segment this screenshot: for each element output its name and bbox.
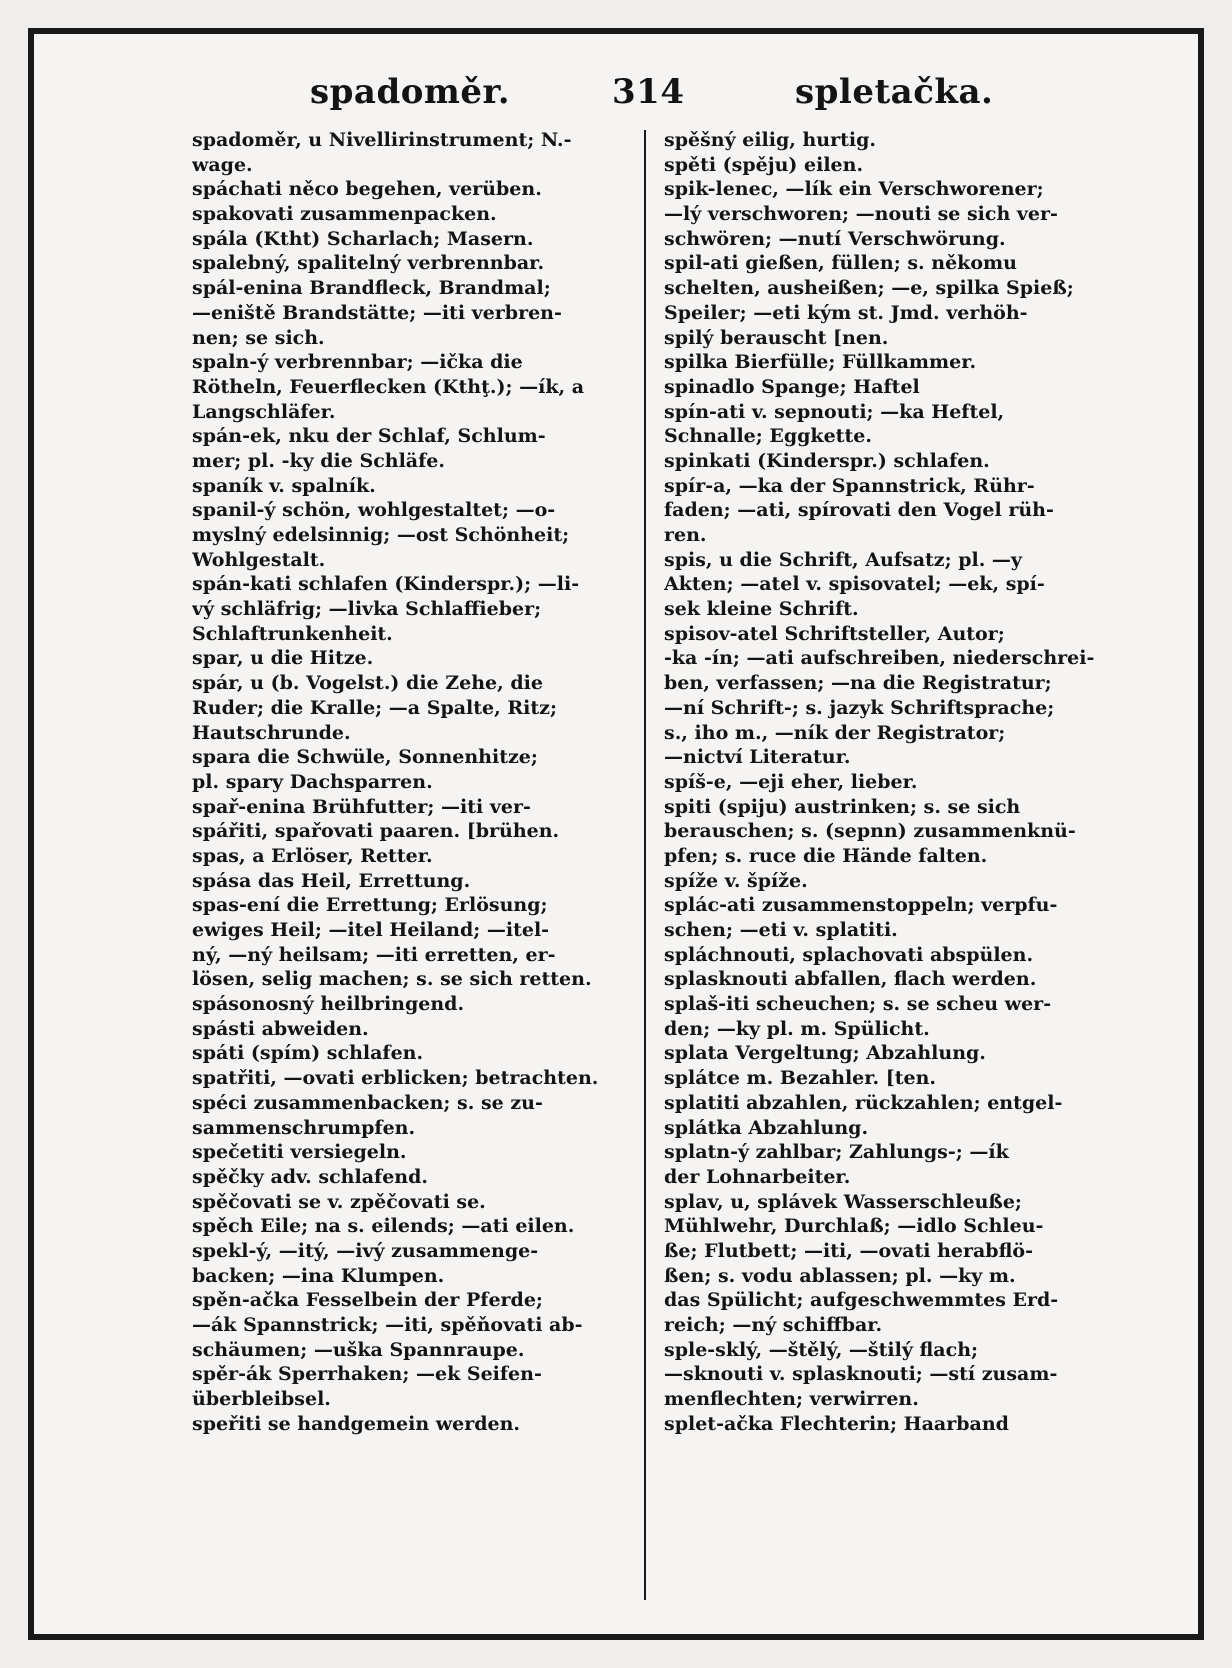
dictionary-line: spinadlo Spange; Haftel xyxy=(664,375,920,398)
dictionary-line: sple-sklý, —štělý, —štilý flach; xyxy=(664,1338,979,1361)
dictionary-line: Rötheln, Feuerflecken (Kthţ.); —ík, a xyxy=(192,375,585,398)
dictionary-line: spán-ek, nku der Schlaf, Schlum- xyxy=(192,425,546,448)
dictionary-line: spár, u (b. Vogelst.) die Zehe, die xyxy=(192,672,543,695)
dictionary-line: spása das Heil, Errettung. xyxy=(192,869,471,892)
dictionary-line: —nictví Literatur. xyxy=(664,746,851,769)
dictionary-line: spara die Schwüle, Sonnenhitze; xyxy=(192,746,538,769)
dictionary-line: schelten, ausheißen; —e, spilka Spieß; xyxy=(664,277,1074,300)
dictionary-line: spas, a Erlöser, Retter. xyxy=(192,844,433,867)
dictionary-line: splet-ačka Flechterin; Haarband xyxy=(664,1412,1009,1435)
dictionary-line: Ruder; die Kralle; —a Spalte, Ritz; xyxy=(192,696,557,719)
dictionary-line: spěn-ačka Fesselbein der Pferde; xyxy=(192,1289,543,1312)
dictionary-line: spír-a, —ka der Spannstrick, Rühr- xyxy=(664,474,1035,497)
dictionary-line: splatn-ý zahlbar; Zahlungs-; —ík xyxy=(664,1141,1009,1164)
dictionary-line: der Lohnarbeiter. xyxy=(664,1165,851,1188)
dictionary-line: spáchati něco begehen, verüben. xyxy=(192,178,542,201)
dictionary-line: Schnalle; Eggkette. xyxy=(664,425,872,448)
dictionary-line: splasknouti abfallen, flach werden. xyxy=(664,968,1037,991)
dictionary-line: spářiti, spařovati paaren. [brühen. xyxy=(192,820,560,843)
left-column xyxy=(192,128,640,1436)
dictionary-line: ße; Flutbett; —iti, —ovati herabflö- xyxy=(664,1239,1033,1262)
dictionary-line: splátce m. Bezahler. [ten. xyxy=(664,1067,937,1090)
dictionary-line: splác-ati zusammenstoppeln; verpfu- xyxy=(664,894,1058,917)
dictionary-line: spěch Eile; na s. eilends; —ati eilen. xyxy=(192,1215,575,1238)
dictionary-line: spilka Bierfülle; Füllkammer. xyxy=(664,351,977,374)
dictionary-line: spěšný eilig, hurtig. xyxy=(664,129,877,151)
dictionary-line: spadoměr, u Nivellirinstrument; N.- xyxy=(192,129,572,151)
dictionary-line: backen; —ina Klumpen. xyxy=(192,1264,445,1287)
dictionary-line: pl. spary Dachsparren. xyxy=(192,770,433,793)
dictionary-line: Schlaftrunkenheit. xyxy=(192,622,393,645)
dictionary-line: pfen; s. ruce die Hände falten. xyxy=(664,844,988,867)
dictionary-line: spěčky adv. schlafend. xyxy=(192,1165,428,1188)
dictionary-line: splatiti abzahlen, rückzahlen; entgel- xyxy=(664,1091,1063,1114)
column-divider xyxy=(644,130,646,1600)
dictionary-line: spaník v. spalník. xyxy=(192,474,376,497)
page-number: 314 xyxy=(612,72,685,112)
dictionary-line: spéci zusammenbacken; s. se zu- xyxy=(192,1091,543,1114)
dictionary-line: spinkati (Kinderspr.) schlafen. xyxy=(664,449,990,472)
dictionary-line: Akten; —atel v. spisovatel; —ek, spí- xyxy=(664,573,1045,596)
dictionary-line: ßen; s. vodu ablassen; pl. —ky m. xyxy=(664,1264,1016,1287)
dictionary-line: sek kleine Schrift. xyxy=(664,598,859,621)
dictionary-line: s., iho m., —ník der Registrator; xyxy=(664,721,1006,744)
right-column xyxy=(664,128,1112,1436)
dictionary-line: spisov-atel Schriftsteller, Autor; xyxy=(664,622,1005,645)
dictionary-line: sammenschrumpfen. xyxy=(192,1116,416,1139)
dictionary-line: spalebný, spalitelný verbrennbar. xyxy=(192,252,545,275)
dictionary-line: spekl-ý, —itý, —ivý zusammenge- xyxy=(192,1239,539,1262)
page-header xyxy=(0,72,1232,112)
dictionary-line: Hautschrunde. xyxy=(192,721,351,744)
dictionary-line: spik-lenec, —lík ein Verschworener; xyxy=(664,178,1044,201)
dictionary-line: spěr-ák Sperrhaken; —ek Seifen- xyxy=(192,1363,542,1386)
dictionary-line: schwören; —nutí Verschwörung. xyxy=(664,227,1006,250)
dictionary-line: spíže v. špíže. xyxy=(664,869,808,892)
dictionary-line: spláchnouti, splachovati abspülen. xyxy=(664,943,1034,966)
dictionary-line: spásonosný heilbringend. xyxy=(192,993,465,1016)
dictionary-line: spáti (spím) schlafen. xyxy=(192,1042,424,1065)
dictionary-line: faden; —ati, spírovati den Vogel rüh- xyxy=(664,499,1054,522)
dictionary-line: spiti (spiju) austrinken; s. se sich xyxy=(664,795,1021,818)
dictionary-line: Wohlgestalt. xyxy=(192,548,326,571)
dictionary-line: spis, u die Schrift, Aufsatz; pl. —y xyxy=(664,548,1022,571)
dictionary-line: ben, verfassen; —na die Registratur; xyxy=(664,672,1052,695)
dictionary-line: überbleibsel. xyxy=(192,1388,331,1411)
dictionary-line: spěčovati se v. zpěčovati se. xyxy=(192,1190,486,1213)
dictionary-line: spěti (spěju) eilen. xyxy=(664,153,864,176)
dictionary-line: splaš-iti scheuchen; s. se scheu wer- xyxy=(664,993,1052,1016)
dictionary-line: ný, —ný heilsam; —iti erretten, er- xyxy=(192,943,556,966)
dictionary-line: splav, u, splávek Wasserschleuße; xyxy=(664,1190,1022,1213)
dictionary-line: spečetiti versiegeln. xyxy=(192,1141,407,1164)
dictionary-line: spas-ení die Errettung; Erlösung; xyxy=(192,894,548,917)
dictionary-line: —ní Schrift-; s. jazyk Schriftsprache; xyxy=(664,696,1055,719)
dictionary-line: -ka -ín; —ati aufschreiben, niederschrei- xyxy=(664,647,1095,670)
dictionary-line: spásti abweiden. xyxy=(192,1017,369,1040)
dictionary-line: spanil-ý schön, wohlgestaltet; —o- xyxy=(192,499,556,522)
dictionary-line: Langschläfer. xyxy=(192,400,336,423)
dictionary-line: nen; se sich. xyxy=(192,326,325,349)
dictionary-line: myslný edelsinnig; —ost Schönheit; xyxy=(192,524,570,546)
dictionary-line: menflechten; verwirren. xyxy=(664,1388,919,1411)
dictionary-line: vý schläfrig; —livka Schlaffieber; xyxy=(192,598,542,621)
dictionary-line: ren. xyxy=(664,524,707,546)
dictionary-line: spatřiti, —ovati erblicken; betrachten. xyxy=(192,1067,599,1090)
dictionary-line: spíš-e, —eji eher, lieber. xyxy=(664,770,918,793)
dictionary-line: spán-kati schlafen (Kinderspr.); —li- xyxy=(192,573,580,596)
dictionary-line: Mühlwehr, Durchlaß; —idlo Schleu- xyxy=(664,1215,1044,1238)
dictionary-line: Speiler; —eti kým st. Jmd. verhöh- xyxy=(664,301,1028,324)
dictionary-line: berauschen; s. (sepnn) zusammenknü- xyxy=(664,820,1076,843)
dictionary-line: spil-ati gießen, füllen; s. někomu xyxy=(664,252,1017,275)
dictionary-line: schen; —eti v. splatiti. xyxy=(664,919,898,941)
dictionary-line: speřiti se handgemein werden. xyxy=(192,1412,521,1435)
dictionary-line: mer; pl. -ky die Schläfe. xyxy=(192,449,445,472)
header-left-catchword: spadoměr. xyxy=(310,72,511,112)
dictionary-line: spál-enina Brandfleck, Brandmal; xyxy=(192,277,551,300)
dictionary-line: spaln-ý verbrennbar; —ička die xyxy=(192,351,523,374)
dictionary-line: spar, u die Hitze. xyxy=(192,647,374,670)
dictionary-line: lösen, selig machen; s. se sich retten. xyxy=(192,968,592,991)
dictionary-line: —lý verschworen; —nouti se sich ver- xyxy=(664,203,1058,226)
dictionary-line: den; —ky pl. m. Spülicht. xyxy=(664,1017,930,1040)
dictionary-line: —sknouti v. splasknouti; —stí zusam- xyxy=(664,1363,1058,1386)
dictionary-line: spín-ati v. sepnouti; —ka Heftel, xyxy=(664,400,1005,423)
dictionary-line: splátka Abzahlung. xyxy=(664,1116,869,1139)
dictionary-line: splata Vergeltung; Abzahlung. xyxy=(664,1042,986,1065)
dictionary-line: spála (Ktht) Scharlach; Masern. xyxy=(192,227,534,250)
dictionary-line: das Spülicht; aufgeschwemmtes Erd- xyxy=(664,1289,1059,1312)
header-right-catchword: spletačka. xyxy=(795,72,994,112)
dictionary-line: ewiges Heil; —itel Heiland; —itel- xyxy=(192,919,550,941)
dictionary-line: —eniště Brandstätte; —iti verbren- xyxy=(192,301,562,324)
dictionary-line: reich; —ný schiffbar. xyxy=(664,1314,883,1336)
dictionary-line: —ák Spannstrick; —iti, spěňovati ab- xyxy=(192,1314,583,1336)
dictionary-line: wage. xyxy=(192,153,253,176)
dictionary-line: spakovati zusammenpacken. xyxy=(192,203,497,226)
dictionary-line: spilý berauscht [nen. xyxy=(664,326,889,349)
dictionary-line: schäumen; —uška Spannraupe. xyxy=(192,1338,525,1361)
dictionary-line: spař-enina Brühfutter; —iti ver- xyxy=(192,795,531,818)
